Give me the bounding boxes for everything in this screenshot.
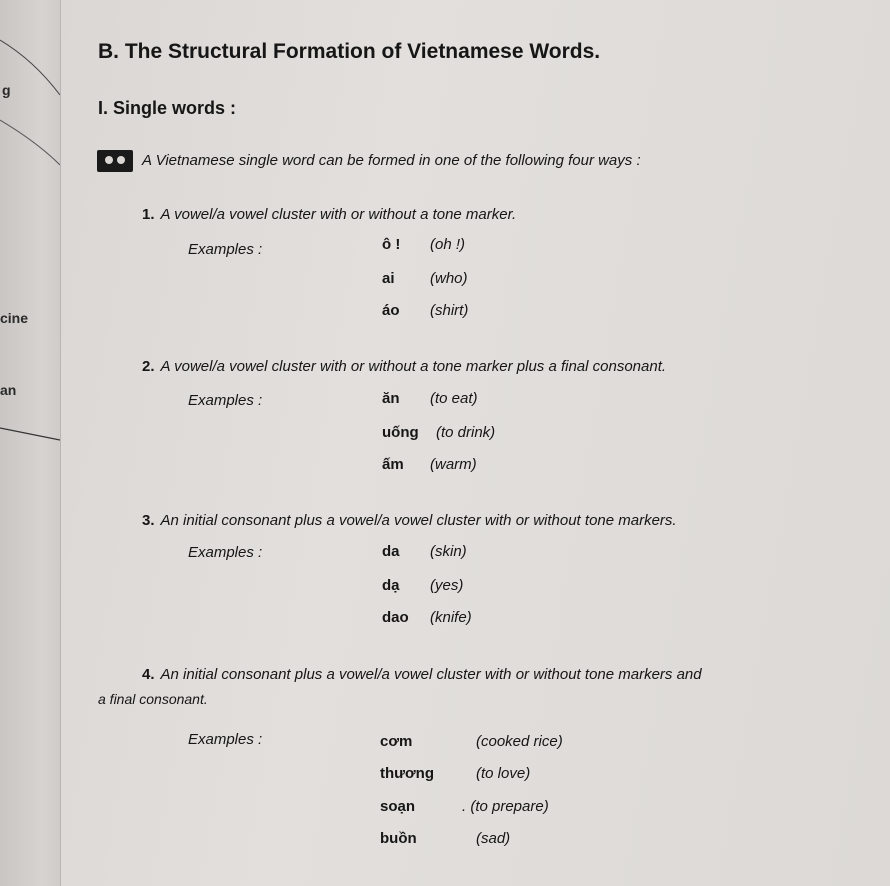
example-gloss: (sad) xyxy=(476,830,511,847)
example-word: buồn xyxy=(380,830,417,847)
example-gloss: (to love) xyxy=(476,765,531,782)
rule-text: A vowel/a vowel cluster with or without a tone marker. xyxy=(160,206,517,223)
gutter-fragment: cine xyxy=(0,310,29,326)
rule-2 xyxy=(142,358,666,375)
rule-text: An initial consonant plus a vowel/a vowel cluster with or without tone markers and xyxy=(160,666,702,683)
rule-4 xyxy=(142,666,702,683)
rule-number: 1. xyxy=(142,206,155,223)
example-word: ô ! xyxy=(382,236,401,253)
example-word: soạn xyxy=(380,798,416,815)
page-title: B. The Structural Formation of Vietnamese Words. xyxy=(98,40,601,63)
example-gloss: (to eat) xyxy=(430,390,478,407)
example-gloss: (oh !) xyxy=(430,236,466,253)
gutter-fragment: an xyxy=(0,382,17,398)
example-word: dạ xyxy=(382,577,400,594)
example-word: ăn xyxy=(382,390,400,407)
example-word: dao xyxy=(382,609,409,626)
examples-label: Examples : xyxy=(188,241,263,258)
left-page-gutter xyxy=(0,0,61,886)
example-gloss: (who) xyxy=(430,270,468,287)
example-word: uống xyxy=(382,424,419,441)
example-gloss: (cooked rice) xyxy=(476,733,563,750)
example-gloss: . (to prepare) xyxy=(462,798,549,815)
example-gloss: (to drink) xyxy=(436,424,496,441)
example-gloss: (warm) xyxy=(430,456,477,473)
example-gloss: (shirt) xyxy=(430,302,469,319)
gutter-fragment: g xyxy=(2,82,11,98)
example-gloss: (skin) xyxy=(430,543,467,560)
page-curve-lines xyxy=(0,0,60,886)
section-title: I. Single words : xyxy=(98,98,237,118)
examples-label: Examples : xyxy=(188,544,263,561)
rule-3 xyxy=(142,512,677,529)
intro-text: A Vietnamese single word can be formed in one of the following four ways : xyxy=(142,152,641,169)
rule-text: An initial consonant plus a vowel/a vowel cluster with or without tone markers. xyxy=(160,512,677,529)
example-word: ai xyxy=(382,270,395,287)
example-word: thương xyxy=(380,765,435,782)
rule-number: 3. xyxy=(142,512,155,529)
example-word: ấm xyxy=(382,456,404,473)
rule-number: 2. xyxy=(142,358,155,375)
example-word: da xyxy=(382,543,400,560)
rule-1 xyxy=(142,206,516,223)
example-gloss: (yes) xyxy=(430,577,464,594)
example-word: cơm xyxy=(380,733,413,750)
rule-text: A vowel/a vowel cluster with or without a tone marker plus a final consonant. xyxy=(160,358,667,375)
examples-label: Examples : xyxy=(188,731,263,748)
cassette-tape-icon xyxy=(97,150,133,172)
rule-4-continuation: a final consonant. xyxy=(98,691,208,707)
rule-number: 4. xyxy=(142,666,155,683)
examples-label: Examples : xyxy=(188,392,263,409)
example-word: áo xyxy=(382,302,400,319)
example-gloss: (knife) xyxy=(430,609,472,626)
